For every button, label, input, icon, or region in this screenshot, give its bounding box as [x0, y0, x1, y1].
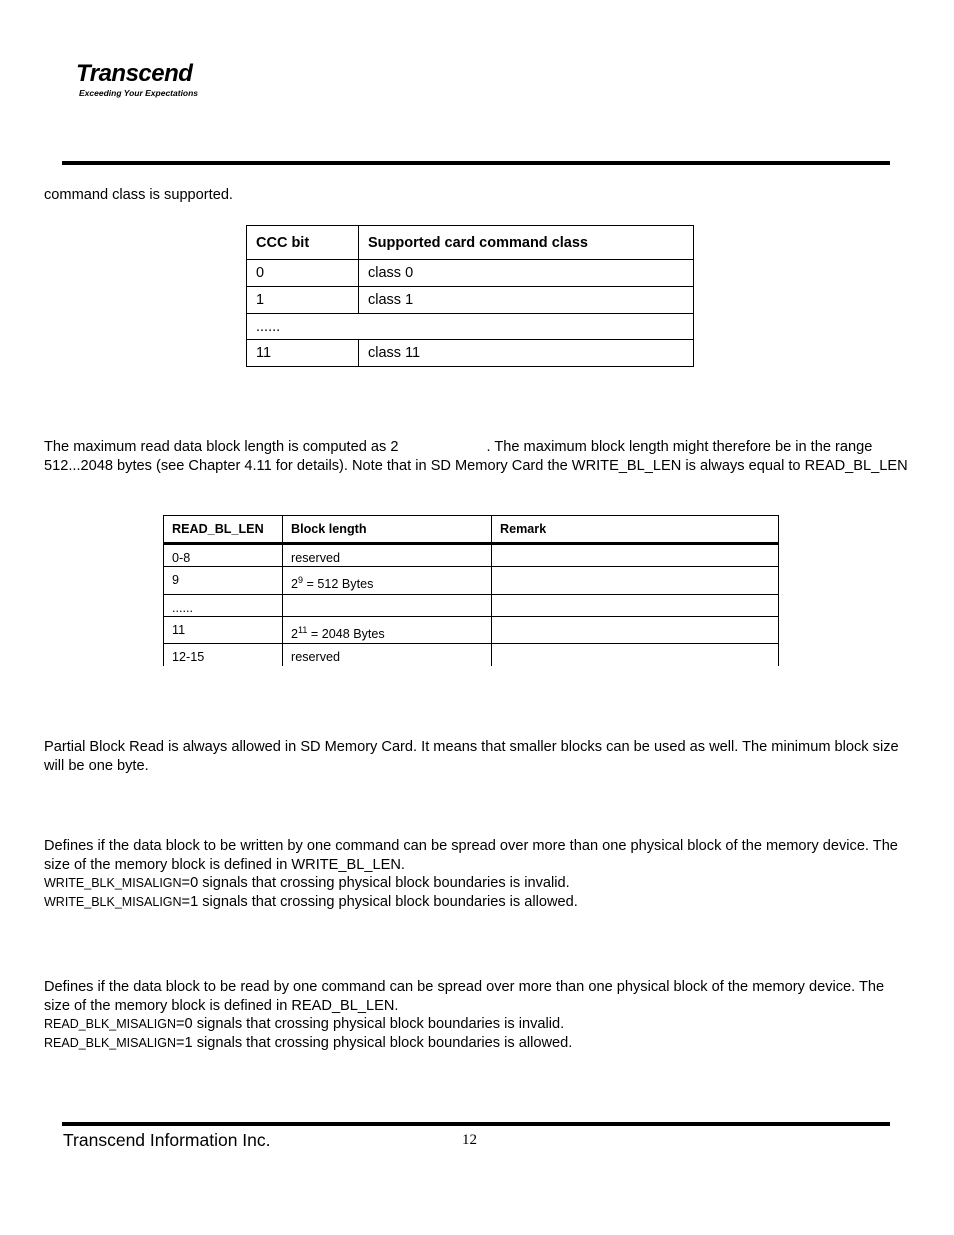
remark-cell	[492, 617, 779, 644]
block-length-cell: $2^9 = 512$ Bytes	[283, 567, 492, 595]
ellipsis-cell: ......	[247, 314, 694, 340]
table-row	[164, 567, 779, 595]
page-number: 12	[462, 1132, 477, 1148]
read-misalign-line-1: READ_BLK_MISALIGN=1 signals that crossing physical block boundaries is allowed.	[44, 1034, 573, 1051]
header-ccc-bit: CCC bit	[247, 226, 359, 260]
footer-company: Transcend Information Inc.	[63, 1130, 271, 1150]
block-length-table	[163, 515, 779, 666]
table-header-row	[247, 226, 694, 260]
table-row	[164, 595, 779, 617]
read-bl-len-cell: ......	[164, 595, 283, 617]
intro-text: command class is supported.	[44, 187, 233, 203]
table-row	[164, 644, 779, 666]
remark-cell	[492, 595, 779, 617]
write-misalign-line-1: WRITE_BLK_MISALIGN=1 signals that crossing physical block boundaries is allowed.	[44, 893, 578, 910]
remark-cell	[492, 544, 779, 567]
header-command-class: Supported card command class	[359, 226, 694, 260]
header-block-length: Block length	[283, 516, 492, 544]
write-misalign-line-0: WRITE_BLK_MISALIGN=0 signals that crossing physical block boundaries is invalid.	[44, 875, 570, 891]
company-logo: Transcend	[76, 60, 193, 87]
read-bl-len-cell: 9	[164, 567, 283, 595]
read-bl-len-cell: 12-15	[164, 644, 283, 666]
header-rule	[62, 161, 890, 165]
remark-cell	[492, 567, 779, 595]
read-misalign-line-0: READ_BLK_MISALIGN=0 signals that crossing physical block boundaries is invalid.	[44, 1016, 565, 1032]
table-row	[247, 287, 694, 314]
ccc-table	[246, 225, 694, 367]
table-row	[164, 544, 779, 567]
read-bl-text-part2: . The maximum block length might therefore be in the range 512...2048 bytes (see Chapter 4.11 for details). Note that in SD Memory Card the WRITE_BL_LEN is always equal to READ_BL_LEN	[44, 439, 908, 474]
block-length-cell	[283, 595, 492, 617]
ccc-bit-cell: 0	[247, 260, 359, 287]
read-misalign-description: Defines if the data block to be read by one command can be spread over more than one physical block of the memory device. The size of the memory block is defined in READ_BL_LEN.	[44, 979, 885, 1014]
ccc-bit-cell: 11	[247, 340, 359, 367]
table-row	[164, 617, 779, 644]
command-class-cell: class 1	[359, 287, 694, 314]
ccc-bit-cell: 1	[247, 287, 359, 314]
read-bl-text-part1: The maximum read data block length is computed as 2	[44, 439, 399, 455]
read-bl-len-cell: 0-8	[164, 544, 283, 567]
command-class-cell: class 0	[359, 260, 694, 287]
table-row	[247, 340, 694, 367]
read-bl-len-paragraph	[44, 438, 914, 475]
command-class-cell: class 11	[359, 340, 694, 367]
block-length-cell: reserved	[283, 544, 492, 567]
block-length-cell: $2^{11} = 2048$ Bytes	[283, 617, 492, 644]
write-misalign-paragraph	[44, 837, 914, 911]
write-misalign-description: Defines if the data block to be written by one command can be spread over more than one physical block of the memory device. The size of the memory block is defined in WRITE_BL_LEN.	[44, 838, 898, 873]
partial-block-read-paragraph: Partial Block Read is always allowed in SD Memory Card. It means that smaller blocks can be used as well. The minimum block size will be one byte.	[44, 739, 899, 774]
block-length-cell: reserved	[283, 644, 492, 666]
read-misalign-paragraph	[44, 978, 914, 1052]
table-header-row	[164, 516, 779, 544]
logo-tagline: Exceeding Your Expectations	[79, 88, 199, 98]
header-read-bl-len: READ_BL_LEN	[164, 516, 283, 544]
footer-rule	[62, 1122, 890, 1126]
remark-cell	[492, 644, 779, 666]
table-row	[247, 260, 694, 287]
read-bl-len-cell: 11	[164, 617, 283, 644]
header-remark: Remark	[492, 516, 779, 544]
table-row	[247, 314, 694, 340]
